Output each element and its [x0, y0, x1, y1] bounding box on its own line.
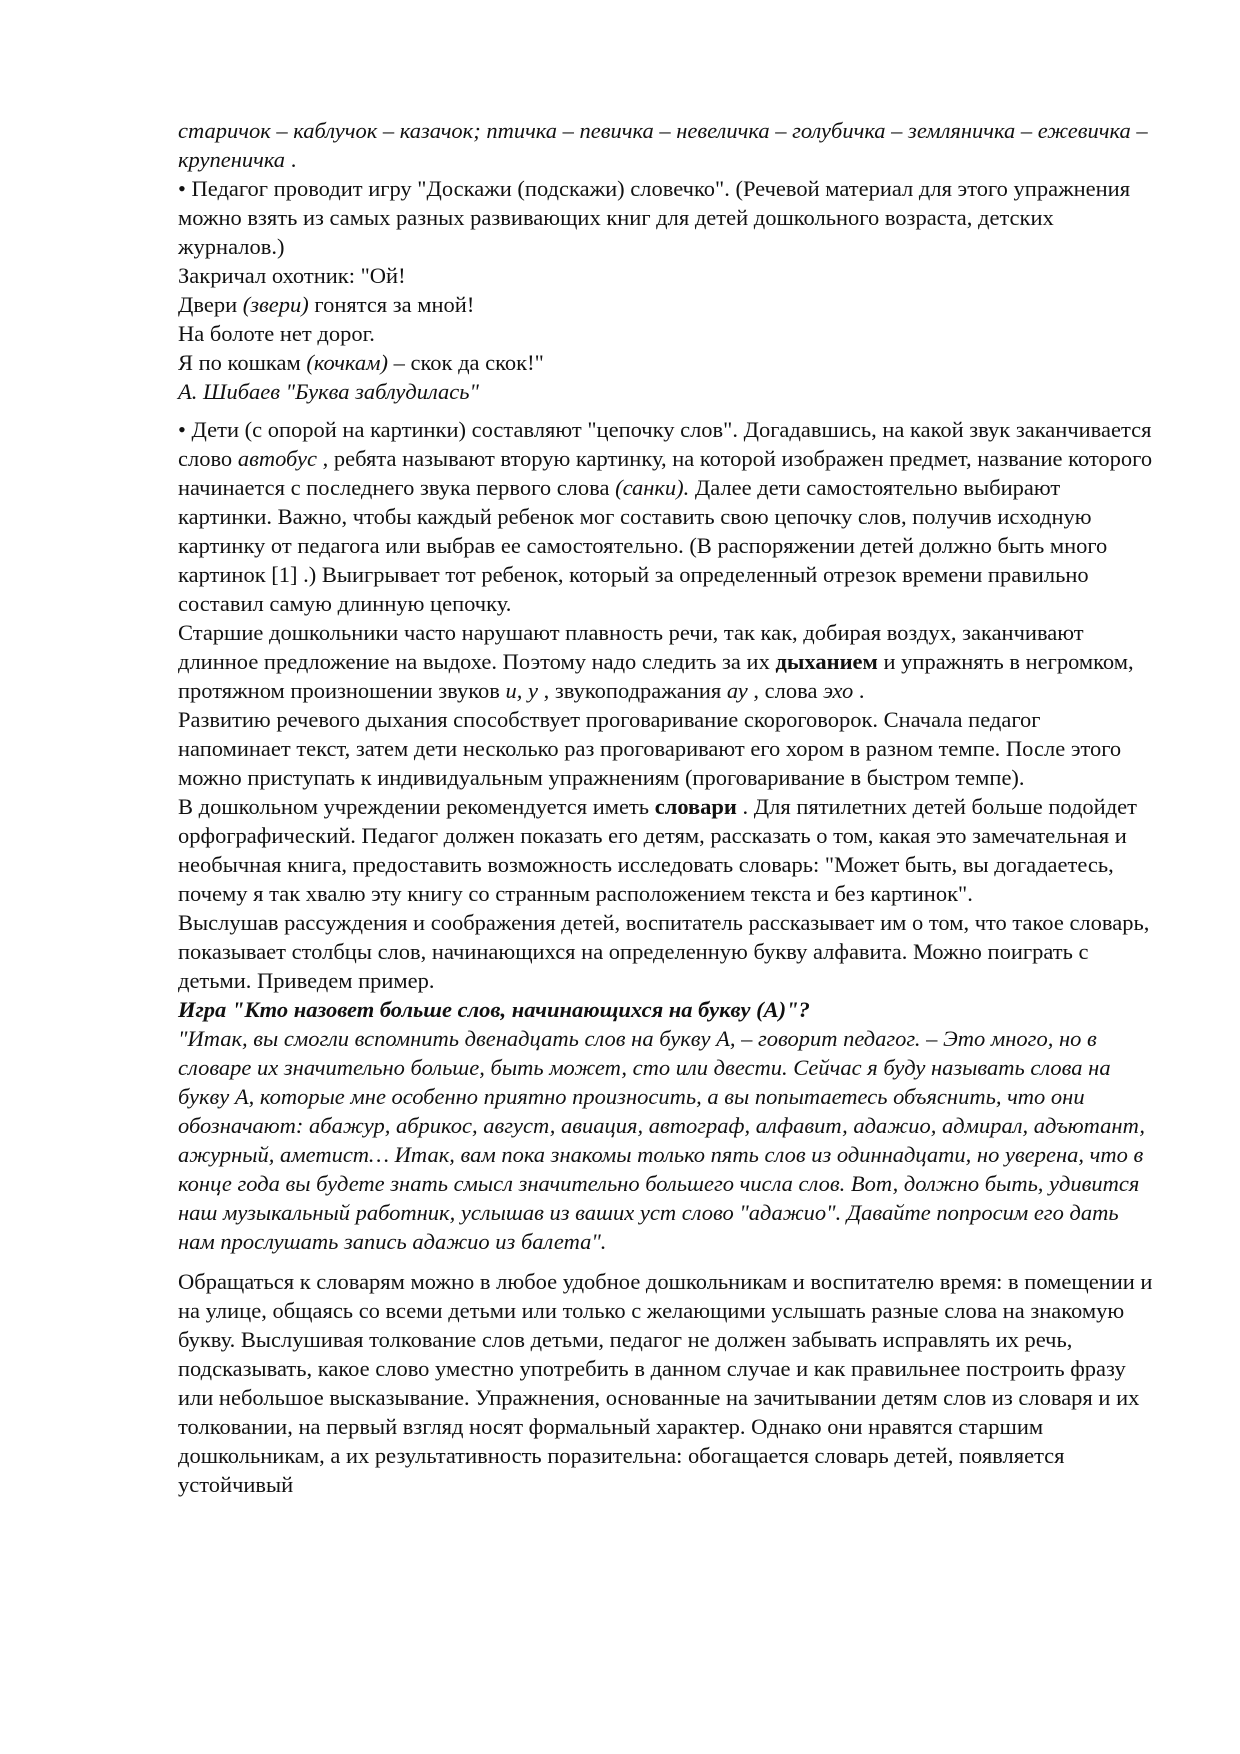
breathing-sounds: и, у [505, 678, 539, 703]
word-chain-game [178, 415, 1158, 618]
breathing-word: эхо [823, 678, 854, 703]
document-page [178, 116, 1158, 1499]
breathing-onomatopoeia: ау [726, 678, 748, 703]
dictionaries-paragraph [178, 792, 1158, 908]
poem-line-3: На болоте нет дорог. [178, 321, 375, 346]
poem-line-4 [178, 348, 1158, 377]
breathing-part-4: , слова [747, 678, 824, 703]
poem-line-2-start: Двери [178, 292, 243, 317]
poem-line-4-start: Я по кошкам [178, 350, 307, 375]
game-heading: Игра "Кто назовет больше слов, начинающихся на букву (А)"? [178, 997, 810, 1022]
poem-line-2 [178, 290, 1158, 319]
word-chain-game-part-1: • Дети (с опорой на картинки) составляют "цепочку слов". Догадавшись, на какой звук заканчивается слово [178, 417, 1152, 471]
dictionaries-part-2: . Для пятилетних детей больше подойдет орфографический. Педагог должен показать его детям, рассказать о том, какая это замечательная и необычная книга, предоставить возможность исследовать словарь: "Может быть, вы догадаетесь, почему я так хвалю эту книгу со странным расположением текста и без картинок". [178, 794, 1137, 906]
word-chain-italic: старичок – каблучок – казачок; птичка – певичка – невеличка – голубичка – земляничка – ежевичка – крупеничка [178, 118, 1148, 172]
word-chain-game-example-2: (санки). [615, 475, 690, 500]
dictionary-usage-paragraph: Обращаться к словарям можно в любое удобное дошкольникам и воспитателю время: в помещении и на улице, общаясь со всеми детьми или только с желающими услышать разные слова на знакомую букву. Выслушивая толкование слов детьми, педагог не должен забывать исправлять их речь, подсказывать, какое слово уместно употребить в данном случае и как правильнее построить фразу или небольшое высказывание. Упражнения, основанные на зачитывании детям слов из словаря и их толковании, на первый взгляд носят формальный характер. Однако они нравятся старшим дошкольникам, а их результативность поразительна: обогащается словарь детей, появляется устойчивый [178, 1269, 1153, 1497]
breathing-end: . [853, 678, 865, 703]
teacher-speech: "Итак, вы смогли вспомнить двенадцать слов на букву А, – говорит педагог. – Это много, но в словаре их значительно больше, быть может, сто или двести. Сейчас я буду называть слова на букву А, которые мне особенно приятно произносить, а вы попытаетесь объяснить, что они обозначают: абажур, абрикос, август, авиация, автограф, алфавит, адажио, адмирал, адъютант, ажурный, аметист… Итак, вам пока знакомы только пять слов из одиннадцати, но уверена, что в конце года вы будете знать смысл значительно большего числа слов. Вот, должно быть, удивится наш музыкальный работник, услышав из ваших уст слово "адажио". Давайте попросим его дать нам прослушать запись адажио из балета". [178, 1026, 1146, 1254]
breathing-paragraph [178, 618, 1158, 705]
tongue-twisters-paragraph: Развитию речевого дыхания способствует проговаривание скороговорок. Сначала педагог напоминает текст, затем дети несколько раз проговаривают его хором в разном темпе. После этого можно приступать к индивидуальным упражнениям (проговаривание в быстром темпе). [178, 707, 1122, 790]
word-chain-end: . [285, 147, 297, 172]
word-chain-game-example: автобус [237, 446, 318, 471]
poem-line-2-end: гонятся за мной! [308, 292, 475, 317]
poem-line-2-hint: (звери) [242, 292, 309, 317]
breathing-part-3: , звукоподражания [538, 678, 727, 703]
dictionary-explanation-paragraph: Выслушав рассуждения и соображения детей, воспитатель рассказывает им о том, что такое словарь, показывает столбцы слов, начинающихся на определенную букву алфавита. Можно поиграть с детьми. Приведем пример. [178, 910, 1150, 993]
poem-line-1: Закричал охотник: "Ой! [178, 263, 406, 288]
dictionaries-part-1: В дошкольном учреждении рекомендуется иметь [178, 794, 655, 819]
word-chain-examples [178, 116, 1158, 174]
word-chain-game-part-2: , ребята называют вторую картинку, на которой изображен предмет, название которого начинается с последнего звука первого слова [178, 446, 1153, 500]
dictionaries-keyword: словари [654, 794, 737, 819]
poem-line-4-end: – скок да скок!" [388, 350, 544, 375]
word-chain-game-part-3: Далее дети самостоятельно выбирают картинки. Важно, чтобы каждый ребенок мог составить свою цепочку слов, получив исходную картинку от педагога или выбрав ее самостоятельно. (В распоряжении детей должно быть много картинок [1] .) Выигрывает тот ребенок, который за определенный отрезок времени правильно составил самую длинную цепочку. [178, 475, 1108, 616]
breathing-keyword: дыханием [775, 649, 878, 674]
game-finish-word-intro: • Педагог проводит игру "Доскажи (подскажи) словечко". (Речевой материал для этого упражнения можно взять из самых разных развивающих книг для детей дошкольного возраста, детских журналов.) [178, 176, 1131, 259]
poem-attribution: А. Шибаев "Буква заблудилась" [178, 379, 479, 404]
poem-line-4-hint: (кочкам) [306, 350, 388, 375]
breathing-part-2: и упражнять в негромком, протяжном произношении звуков [178, 649, 1134, 703]
breathing-part-1: Старшие дошкольники часто нарушают плавность речи, так как, добирая воздух, заканчивают длинное предложение на выдохе. Поэтому надо следить за их [178, 620, 1084, 674]
